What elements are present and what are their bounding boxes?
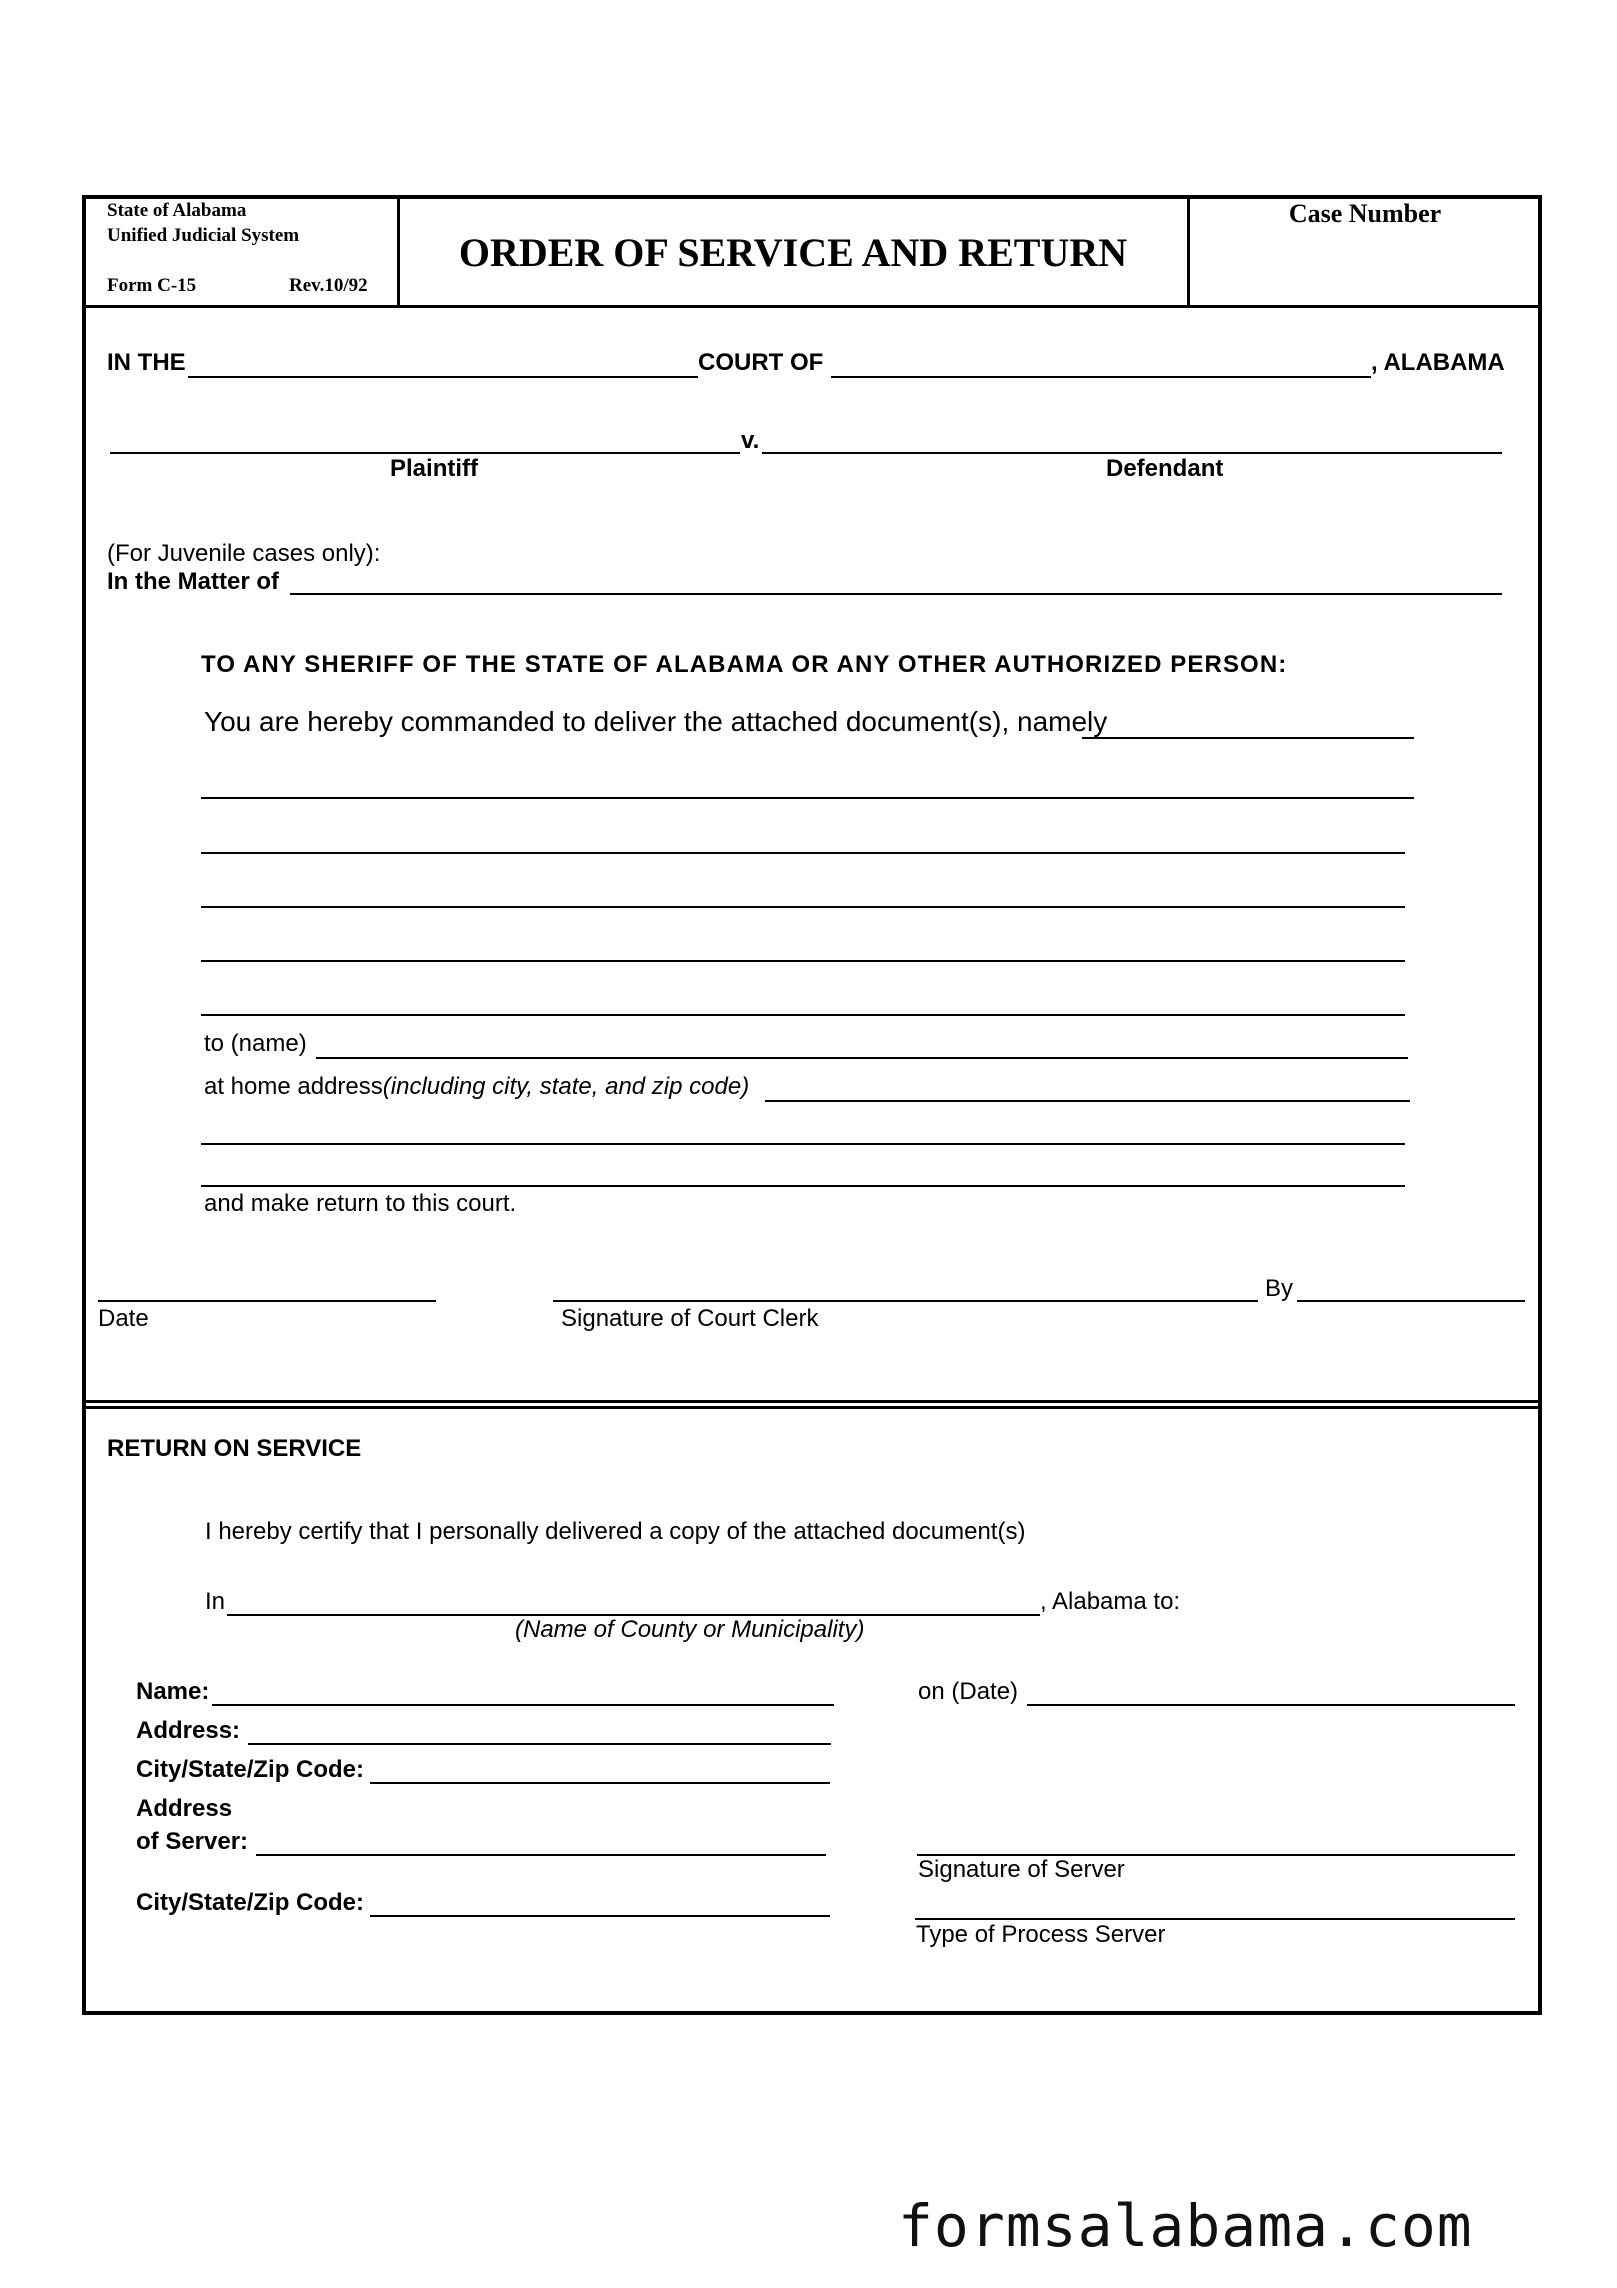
return-heading: RETURN ON SERVICE — [107, 1435, 362, 1462]
section-divider-top — [84, 1400, 1540, 1403]
clerk-signature-field[interactable] — [553, 1300, 1258, 1302]
form-revision: Rev.10/92 — [289, 275, 368, 296]
command-text: You are hereby commanded to deliver the attached document(s), namely — [204, 706, 1108, 737]
to-name-label: to (name) — [204, 1030, 307, 1057]
on-date-field[interactable] — [1027, 1704, 1515, 1706]
home-address-label — [204, 1073, 749, 1101]
defendant-label: Defendant — [1106, 455, 1224, 482]
on-date-label: on (Date) — [918, 1678, 1019, 1705]
juvenile-note: (For Juvenile cases only): — [107, 540, 381, 567]
date-field[interactable] — [98, 1300, 436, 1302]
by-label: By — [1265, 1275, 1294, 1302]
county-note: (Name of County or Municipality) — [515, 1616, 865, 1643]
versus-label: v. — [741, 427, 760, 454]
home-address-note: (including city, state, and zip code) — [382, 1073, 750, 1100]
documents-field[interactable] — [1082, 737, 1414, 739]
in-the-label: IN THE — [107, 349, 186, 376]
header-bottom-rule — [84, 305, 1540, 308]
matter-field[interactable] — [290, 593, 1502, 595]
by-field[interactable] — [1297, 1300, 1525, 1302]
clerk-signature-label: Signature of Court Clerk — [561, 1305, 819, 1332]
agency-line2: Unified Judicial System — [107, 225, 300, 246]
address-label: Address: — [136, 1717, 241, 1744]
home-address-line-3[interactable] — [201, 1185, 1405, 1187]
alabama-label: , ALABAMA — [1371, 349, 1505, 376]
address-server-line1: Address — [136, 1795, 233, 1822]
server-address-field[interactable] — [256, 1854, 826, 1856]
court-location-field[interactable] — [831, 376, 1371, 378]
server-city-state-zip-field[interactable] — [370, 1915, 830, 1917]
court-of-label: COURT OF — [698, 349, 824, 376]
section-divider-bottom — [84, 1406, 1540, 1409]
documents-line-5[interactable] — [201, 960, 1405, 962]
matter-label: In the Matter of — [107, 568, 279, 595]
date-label: Date — [98, 1305, 149, 1332]
address-server-line2: of Server: — [136, 1828, 249, 1855]
form-number: Form C-15 — [107, 275, 197, 296]
name-label: Name: — [136, 1678, 210, 1705]
in-label: In — [205, 1588, 226, 1615]
to-name-field[interactable] — [316, 1057, 1408, 1059]
city-state-zip-label-2: City/State/Zip Code: — [136, 1889, 365, 1916]
form-title: ORDER OF SERVICE AND RETURN — [458, 230, 1128, 275]
alabama-to-label: , Alabama to: — [1040, 1588, 1181, 1615]
home-address-label-text: at home address — [204, 1073, 383, 1100]
form-frame — [82, 195, 1542, 2015]
server-signature-label: Signature of Server — [918, 1856, 1125, 1883]
documents-line-6[interactable] — [201, 1014, 1405, 1016]
city-state-zip-label: City/State/Zip Code: — [136, 1756, 365, 1783]
certify-text: I hereby certify that I personally delivered a copy of the attached document(s) — [205, 1518, 1026, 1545]
plaintiff-field[interactable] — [110, 452, 740, 454]
documents-line-2[interactable] — [201, 797, 1414, 799]
process-server-type-field[interactable] — [915, 1918, 1515, 1920]
agency-line1: State of Alabama — [107, 200, 247, 221]
addressee-text: TO ANY SHERIFF OF THE STATE OF ALABAMA OR ANY OTHER AUTHORIZED PERSON: — [201, 651, 1288, 678]
address-field[interactable] — [248, 1743, 831, 1745]
watermark-text: formsalabama.com — [898, 2192, 1473, 2260]
city-state-zip-field[interactable] — [370, 1782, 830, 1784]
home-address-field[interactable] — [765, 1100, 1410, 1102]
court-name-field[interactable] — [188, 376, 698, 378]
documents-line-3[interactable] — [201, 852, 1405, 854]
documents-line-4[interactable] — [201, 906, 1405, 908]
process-server-type-label: Type of Process Server — [916, 1921, 1166, 1948]
return-instruction: and make return to this court. — [204, 1190, 517, 1217]
home-address-line-2[interactable] — [201, 1143, 1405, 1145]
defendant-field[interactable] — [762, 452, 1502, 454]
plaintiff-label: Plaintiff — [390, 455, 478, 482]
name-field[interactable] — [212, 1704, 834, 1706]
case-number-label: Case Number — [1288, 199, 1442, 228]
